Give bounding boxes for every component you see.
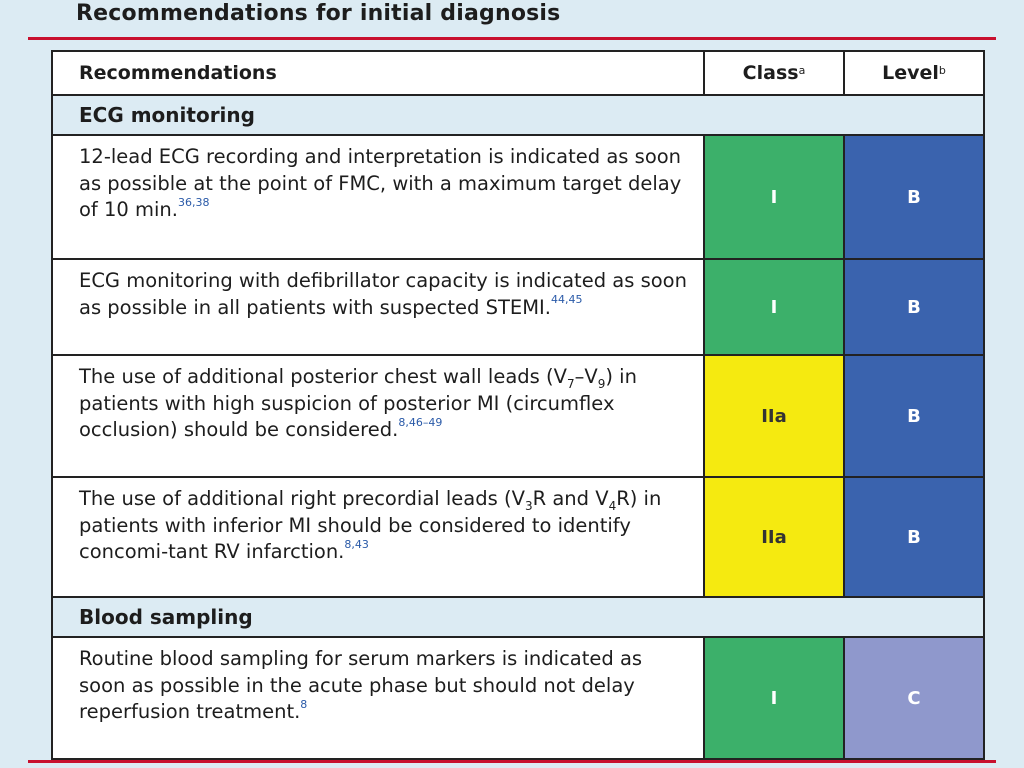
- class-badge: I: [705, 260, 845, 356]
- page-title: Recommendations for initial diagnosis: [76, 1, 561, 26]
- class-badge: I: [705, 638, 845, 760]
- table-row: [53, 260, 985, 356]
- header-recommendations: Recommendations: [53, 52, 705, 96]
- table-row: [53, 478, 985, 598]
- level-badge: B: [845, 260, 985, 356]
- recommendation-text: The use of additional right precordial leads ($V_3R$ and $V_4R$) in patients with inferior MI should be considered to identify concomi-tant RV infarction.$^{8,43}$: [53, 478, 705, 598]
- section-title: Blood sampling: [53, 598, 985, 638]
- table-row: [53, 638, 985, 760]
- bottom-divider: [28, 760, 996, 763]
- reference-marker: 8,46–49: [398, 415, 443, 429]
- level-badge: C: [845, 638, 985, 760]
- section-blood-sampling: [53, 598, 985, 638]
- reference-marker: 36,38: [177, 195, 210, 209]
- section-ecg-monitoring: [53, 96, 985, 136]
- recommendation-text: ECG monitoring with defibrillator capacity is indicated as soon as possible in all patients with suspected STEMI.$^{44,45}$: [53, 260, 705, 356]
- table-header: [53, 52, 985, 96]
- class-footnote-marker: a: [798, 63, 806, 77]
- recommendation-text: Routine blood sampling for serum markers is indicated as soon as possible in the acute phase but should not delay reperfusion treatment.$^8$: [53, 638, 705, 760]
- section-title: ECG monitoring: [53, 96, 985, 136]
- class-badge: I: [705, 136, 845, 260]
- recommendation-text: The use of additional posterior chest wall leads $(V_7-V_9)$ in patients with high suspicion of posterior MI (circumflex occlusion) should be considered.$^{8,46-49}$: [53, 356, 705, 478]
- level-badge: B: [845, 478, 985, 598]
- reference-marker: 44,45: [551, 293, 583, 306]
- reference-marker: 8,43: [344, 537, 369, 551]
- recommendation-text: 12-lead ECG recording and interpretation is indicated as soon as possible at the point of FMC, with a maximum target delay of 10 min.$^{36,38}$: [53, 136, 705, 260]
- class-badge: IIa: [705, 356, 845, 478]
- table-row: [53, 356, 985, 478]
- reference-marker: 8: [300, 697, 308, 711]
- title-divider: [28, 37, 996, 40]
- level-badge: B: [845, 356, 985, 478]
- recommendations-table: [51, 50, 985, 760]
- header-class: Class $^a$: [705, 52, 845, 96]
- header-level: Level $^b$: [845, 52, 985, 96]
- level-badge: B: [845, 136, 985, 260]
- level-footnote-marker: b: [938, 63, 946, 77]
- table-row: [53, 136, 985, 260]
- class-badge: IIa: [705, 478, 845, 598]
